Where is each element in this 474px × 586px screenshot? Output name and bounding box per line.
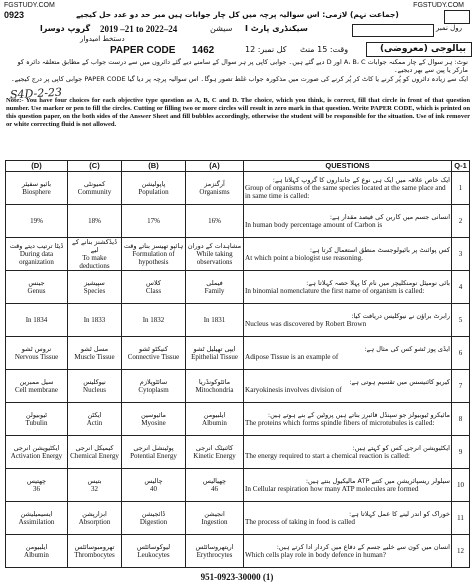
option-english: In 1831: [203, 316, 226, 324]
option-b: [122, 271, 186, 304]
question-english: At which point a biologist use reasoning.: [245, 254, 363, 262]
question-english: The process of taking in food is called: [245, 518, 355, 526]
question-english: Karyokinesis involves division of: [245, 386, 342, 394]
question-number: 8: [452, 403, 470, 436]
option-urdu: کمیونٹی: [83, 180, 106, 188]
option-english: In 1833: [83, 316, 106, 324]
option-urdu: چھتیس: [26, 477, 47, 485]
option-d: [6, 502, 68, 535]
option-urdu: تھرومبوسائٹس: [74, 543, 115, 551]
question-urdu: انسانی جسم میں کاربن کی فیصد مقدار ہے:: [329, 213, 450, 221]
question-urdu: کیریو کائنیسس میں تقسیم ہوتی ہے:: [349, 378, 450, 386]
table-row: [6, 172, 470, 205]
option-urdu: جینس: [28, 279, 45, 287]
option-english: Albumin: [202, 419, 227, 427]
option-english: Cell membrane: [15, 386, 58, 394]
option-english: 18%: [88, 217, 101, 225]
option-c: [68, 172, 122, 205]
option-urdu: مسل ٹشو: [80, 345, 109, 353]
option-b: [122, 469, 186, 502]
session-years: 2019 –21 to 2022–24: [100, 24, 178, 34]
option-english: 36: [33, 485, 40, 493]
question-number: 10: [452, 469, 470, 502]
option-b: [122, 304, 186, 337]
option-b: [122, 370, 186, 403]
option-english: Species: [83, 287, 106, 295]
option-c: [68, 370, 122, 403]
option-urdu: انجیشن: [204, 510, 225, 518]
paper-title: (جماعت نہم) لازمی: اس سوالیہ پرچہ میں کل چار جوابات ہیں مبر حد دو عدد حل کیجیے: [76, 10, 399, 19]
option-d: [6, 304, 68, 337]
option-english: Class: [145, 287, 162, 295]
option-urdu: سیل ممبرین: [19, 378, 54, 386]
option-english: Organisms: [199, 188, 230, 196]
option-d: [6, 535, 68, 568]
option-english: Genus: [27, 287, 46, 295]
option-d: [6, 436, 68, 469]
option-urdu: سائٹوپلازم: [139, 378, 168, 386]
questions-table: [5, 160, 470, 568]
option-urdu: فیملی: [206, 279, 223, 287]
question-text: [244, 469, 452, 502]
option-english: Ingestion: [201, 518, 228, 526]
option-c: [68, 271, 122, 304]
option-english: In 1834: [25, 316, 48, 324]
header-questions: QUESTIONS: [244, 161, 452, 172]
question-urdu: بائی نومیئل نومنکلیچر میں نام کا پہلا حصہ کہلاتا ہے:: [306, 279, 450, 287]
option-english: Nervous Tissue: [14, 353, 59, 361]
subject-box: [366, 42, 472, 57]
option-urdu: ابزارپشن: [82, 510, 107, 518]
question-urdu: ایک خاص علاقہ میں ایک ہی نوع کے جانداروں کا گروپ کہلاتا ہے:: [272, 176, 450, 184]
option-a: [186, 271, 244, 304]
header-q1: Q-1: [452, 161, 470, 172]
question-number: 4: [452, 271, 470, 304]
option-c: [68, 337, 122, 370]
question-text: [244, 535, 452, 568]
question-text: [244, 205, 452, 238]
question-urdu: خوراک کو اندر لینے کا عمل کہلاتا ہے:: [349, 510, 450, 518]
question-english: Adipose Tissue is an example of: [245, 353, 339, 361]
question-english: In binomial nomenclature the first name of organism is called:: [245, 287, 425, 295]
option-c: [68, 205, 122, 238]
option-d: [6, 205, 68, 238]
instruction-english: Note:- You have four choices for each objective type question as A, B, C and D. The choice, which you think, is correct, fill that circle in front of that question number. Use marker or pen to fill the circles. Cutting or filling two or more circles will result in zero mark in that question. Write PAPER CODE, which is printed on this question paper, on the both sides of the Answer Sheet and fill bubbles accordingly, otherwise the student will be responsible for the situation. Use of ink remover or white correcting fluid is not allowed.: [6, 97, 470, 128]
option-english: Population: [138, 188, 169, 196]
option-d: [6, 370, 68, 403]
option-english: During data organization: [19, 250, 54, 266]
option-english: 17%: [147, 217, 160, 225]
question-english: In human body percentage amount of Carbon is: [245, 221, 383, 229]
option-english: Digestion: [139, 518, 168, 526]
table-row: [6, 502, 470, 535]
question-urdu: رابرٹ براؤن نے نیوکلیس دریافت کیا:: [351, 312, 450, 320]
option-urdu: پوٹینشل انرجی: [133, 444, 174, 452]
paper-code-value: 1462: [192, 45, 215, 56]
option-c: [68, 436, 122, 469]
question-number: 7: [452, 370, 470, 403]
option-a: [186, 535, 244, 568]
option-urdu: ڈیٹا ترتیب دیتے وقت: [9, 242, 64, 250]
option-urdu: ایلبیومن: [25, 543, 48, 551]
option-urdu: کنیکٹو ٹشو: [139, 345, 168, 353]
option-english: Thrombocytes: [74, 551, 115, 559]
option-urdu: ٹیوبیولن: [25, 411, 48, 419]
part-label: سیکنڈری پارٹ I: [245, 24, 308, 33]
question-english: The energy required to start a chemical reaction is called:: [245, 452, 410, 460]
handwritten-code: S4D-2-23: [9, 85, 63, 102]
question-english: Group of organisms of the same species located at the same place and in same time is called:: [245, 184, 446, 200]
header-option-d: (D): [6, 161, 68, 172]
option-english: Formulation of hypothesis: [132, 250, 175, 266]
option-english: Leukocytes: [137, 551, 170, 559]
option-urdu: ایکٹیویشن انرجی: [13, 444, 60, 452]
question-text: [244, 304, 452, 337]
option-english: Biosphere: [22, 188, 51, 196]
corner-box: [444, 10, 470, 24]
question-number: 6: [452, 337, 470, 370]
option-d: [6, 403, 68, 436]
question-number: 2: [452, 205, 470, 238]
option-urdu: ڈائجیشن: [141, 510, 166, 518]
question-urdu: ایکٹیویشن انرجی کس کو کہتے ہیں:: [352, 444, 450, 452]
table-row: [6, 469, 470, 502]
question-english: Which cells play role in body defence in human?: [245, 551, 386, 559]
question-text: [244, 502, 452, 535]
table-row: [6, 535, 470, 568]
option-english: Kinetic Energy: [193, 452, 236, 460]
instruction-urdu-2: ایک سے زیادہ دائروں کو پُر کرنے یا کاٹ کر پُر کرنے کی صورت میں مذکورہ جواب غلط تصور ہوگا۔ اس سوالیہ پرچہ پر دیا گیا PAPER CODE جوابی کاپی پر درج کیجیے۔: [10, 75, 468, 83]
question-text: [244, 370, 452, 403]
option-urdu: چالیس: [144, 477, 163, 485]
option-c: [68, 502, 122, 535]
question-urdu: ایڈی پوز ٹشو کس کی مثال ہے:: [364, 345, 450, 353]
option-a: [186, 304, 244, 337]
option-urdu: بتیس: [87, 477, 102, 485]
option-english: Nucleus: [83, 386, 106, 394]
option-english: Chemical Energy: [70, 452, 119, 460]
option-english: 32: [91, 485, 98, 493]
option-b: [122, 502, 186, 535]
paper-number: 0923: [4, 10, 25, 20]
option-b: [122, 403, 186, 436]
question-number: 5: [452, 304, 470, 337]
group-label: گروپ دوسرا: [40, 24, 91, 33]
option-english: Activation Energy: [10, 452, 63, 460]
question-number: 12: [452, 535, 470, 568]
option-urdu: ایلبیومن: [203, 411, 226, 419]
option-a: [186, 337, 244, 370]
option-english: To make deductions: [79, 254, 110, 270]
option-urdu: اریتھروسائٹس: [195, 543, 234, 551]
option-d: [6, 337, 68, 370]
question-english: The proteins which forms spindle fibers of microtubules is called:: [245, 419, 435, 427]
option-urdu: مشاہدات کے دوران: [187, 242, 242, 250]
question-text: [244, 337, 452, 370]
option-urdu: ایپی تھیلیل ٹشو: [193, 345, 236, 353]
option-c: [68, 469, 122, 502]
marks-label: کل نمبر: 12: [245, 45, 287, 54]
question-number: 1: [452, 172, 470, 205]
option-english: Tubulin: [25, 419, 48, 427]
option-english: Epithelial Tissue: [191, 353, 238, 361]
option-urdu: نیوکلیس: [83, 378, 106, 386]
option-urdu: ایکٹن: [87, 411, 102, 419]
option-c: [68, 535, 122, 568]
option-english: Connective Tissue: [127, 353, 180, 361]
option-urdu: ایسیمیلیشن: [20, 510, 53, 518]
option-b: [122, 172, 186, 205]
subject-label: بیالوجی (معروضی): [379, 44, 466, 54]
candidate-signature-label: دستخط امیدوار: [80, 35, 125, 43]
site-watermark-left: FGSTUDY.COM: [4, 2, 55, 9]
table-row: [6, 271, 470, 304]
option-c: [68, 403, 122, 436]
option-english: Actin: [86, 419, 103, 427]
option-urdu: کلاس: [146, 279, 161, 287]
option-english: Family: [204, 287, 225, 295]
option-a: [186, 238, 244, 271]
table-row: [6, 436, 470, 469]
question-text: [244, 436, 452, 469]
option-english: Albumin: [24, 551, 49, 559]
option-b: [122, 535, 186, 568]
option-urdu: نروس ٹشو: [21, 345, 52, 353]
question-text: [244, 172, 452, 205]
option-a: [186, 205, 244, 238]
option-a: [186, 436, 244, 469]
option-english: Myosine: [141, 419, 166, 427]
question-text: [244, 271, 452, 304]
site-watermark-right: FGSTUDY.COM: [413, 2, 464, 9]
question-english: In Cellular respiration how many ATP molecules are formed: [245, 485, 419, 493]
option-d: [6, 172, 68, 205]
option-d: [6, 469, 68, 502]
option-english: Muscle Tissue: [74, 353, 115, 361]
header-option-c: (C): [68, 161, 122, 172]
table-row: [6, 238, 470, 271]
question-number: 11: [452, 502, 470, 535]
time-label: وقت: 15 منٹ: [300, 45, 349, 54]
roll-number-label: رول نمبر: [435, 24, 462, 32]
option-english: 19%: [30, 217, 43, 225]
footer-code: 951-0923-30000 (1): [200, 572, 274, 582]
option-b: [122, 238, 186, 271]
option-urdu: مائٹوکونڈریا: [198, 378, 231, 386]
session-label: سیشن: [210, 24, 233, 33]
paper-code-label: PAPER CODE: [110, 45, 176, 56]
table-row: [6, 370, 470, 403]
option-b: [122, 436, 186, 469]
option-english: Potential Energy: [130, 452, 177, 460]
option-english: Mitochondria: [195, 386, 234, 394]
header-option-b: (B): [122, 161, 186, 172]
option-urdu: لیوکوسائٹس: [136, 543, 171, 551]
option-a: [186, 370, 244, 403]
option-urdu: آرگنزمز: [204, 180, 225, 188]
table-row: [6, 337, 470, 370]
option-c: [68, 238, 122, 271]
option-d: [6, 238, 68, 271]
question-number: 9: [452, 436, 470, 469]
option-d: [6, 271, 68, 304]
question-urdu: سیلولر ریسپائریشن میں کتنے ATP مالیکیول بنتے ہیں:: [305, 477, 450, 485]
option-english: Erythrocytes: [196, 551, 233, 559]
question-urdu: مائیکرو ٹیوبیولز جو سپنڈل فائبرز بناتے ہیں پروٹین کے بنے ہوتے ہیں:: [267, 411, 450, 419]
option-english: In 1832: [142, 316, 165, 324]
question-number: 3: [452, 238, 470, 271]
question-urdu: انسان میں کون سے خلیے جسم کے دفاع میں کردار ادا کرتے ہیں:: [276, 543, 450, 551]
option-b: [122, 337, 186, 370]
option-urdu: کائنیٹک انرجی: [195, 444, 234, 452]
option-urdu: ڈیڈکشنز بنانے کے لیے: [72, 238, 117, 254]
option-a: [186, 469, 244, 502]
option-urdu: سپیشیز: [84, 279, 105, 287]
option-english: While taking observations: [196, 250, 233, 266]
option-urdu: مائیوسین: [141, 411, 166, 419]
option-a: [186, 502, 244, 535]
table-row: [6, 205, 470, 238]
option-urdu: پاپولیشن: [141, 180, 166, 188]
option-urdu: ہائپو تھیسز بناتے وقت: [123, 242, 184, 250]
header-option-a: (A): [186, 161, 244, 172]
option-english: Assimilation: [18, 518, 55, 526]
roll-number-field[interactable]: [352, 24, 434, 37]
option-english: Absorption: [78, 518, 111, 526]
option-a: [186, 403, 244, 436]
option-a: [186, 172, 244, 205]
question-english: Nucleus was discovered by Robert Brown: [245, 320, 367, 328]
option-english: 46: [211, 485, 218, 493]
option-c: [68, 304, 122, 337]
question-text: [244, 238, 452, 271]
option-urdu: کیمیکل انرجی: [75, 444, 114, 452]
option-b: [122, 205, 186, 238]
table-row: [6, 403, 470, 436]
option-english: 40: [150, 485, 157, 493]
option-urdu: بائیو سفیئر: [21, 180, 52, 188]
option-english: Community: [77, 188, 112, 196]
instruction-urdu-1: نوٹ: ہر سوال کے چار ممکنہ جوابات A، B، C اور D دیے گئے ہیں۔ جوابی کاپی پر ہر سوال کے سامنے دیے گئے دائروں میں سے درست جواب کے مطابق متعلقہ دائرہ کو مارکر یا پین سے بھر دیجیے۔: [17, 58, 468, 74]
table-row: [6, 304, 470, 337]
question-text: [244, 403, 452, 436]
option-urdu: چھیالیس: [202, 477, 227, 485]
question-urdu: کس پوائنٹ پر بائیولوجسٹ منطق استعمال کرتا ہے:: [309, 246, 450, 254]
table-header-row: [6, 161, 470, 172]
option-english: 16%: [208, 217, 221, 225]
option-english: Cytoplasm: [138, 386, 169, 394]
